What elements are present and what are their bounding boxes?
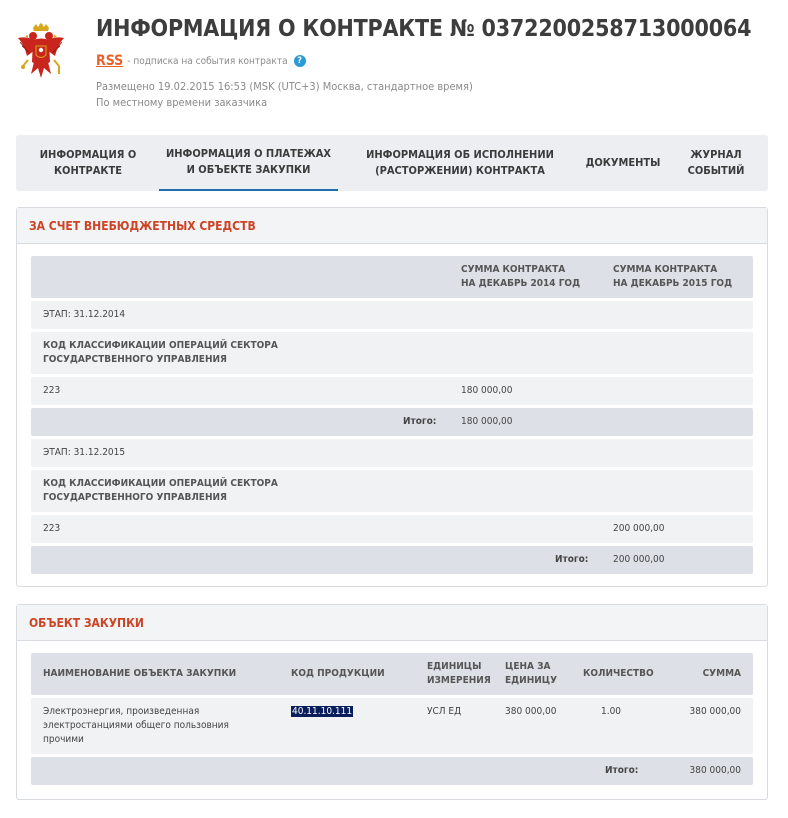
column-header-unit	[427, 660, 491, 688]
tab-label-line1: ЖУРНАЛ	[690, 148, 742, 161]
tab-label-line1: ИНФОРМАЦИЯ О ПЛАТЕЖАХ	[165, 147, 332, 160]
unit-value: УСЛ ЕД	[427, 706, 462, 717]
tab-execution-info[interactable]	[356, 135, 564, 191]
stage-label: ЭТАП: 31.12.2015	[43, 447, 126, 458]
section-title: ЗА СЧЕТ ВНЕБЮДЖЕТНЫХ СРЕДСТВ	[17, 208, 767, 244]
amount-2015: 200 000,00	[613, 523, 665, 534]
table-row	[31, 515, 753, 543]
tab-contract-info[interactable]	[28, 135, 148, 191]
total-row	[31, 757, 753, 785]
column-header-line: НА ДЕКАБРЬ 2015 ГОД	[613, 278, 733, 289]
total-row	[31, 546, 753, 574]
tab-payments-and-object[interactable]	[159, 135, 338, 191]
kosgu-label-line: КОД КЛАССИФИКАЦИИ ОПЕРАЦИЙ СЕКТОРА	[43, 340, 278, 351]
section-title: ОБЪЕКТ ЗАКУПКИ	[17, 605, 767, 641]
total-2015: 200 000,00	[613, 554, 665, 565]
tab-label-line2: КОНТРАКТЕ	[53, 164, 123, 177]
tab-label-line2: И ОБЪЕКТЕ ЗАКУПКИ	[186, 163, 311, 176]
column-header-2015	[613, 263, 732, 291]
funding-panel	[16, 207, 768, 587]
kosgu-label	[43, 477, 278, 505]
stage-label: ЭТАП: 31.12.2014	[43, 309, 126, 320]
qty-value: 1.00	[601, 706, 622, 717]
kosgu-header-row	[31, 332, 753, 374]
object-name-line: электростанциями общего пользовния	[43, 720, 229, 731]
help-icon[interactable]: ?	[294, 55, 306, 67]
kosgu-label	[43, 339, 278, 367]
total-row	[31, 408, 753, 436]
coat-of-arms-emblem	[14, 22, 68, 86]
column-header-line: НА ДЕКАБРЬ 2014 ГОД	[461, 278, 581, 289]
amount-2014: 180 000,00	[461, 385, 513, 396]
column-header-name: НАИМЕНОВАНИЕ ОБЪЕКТА ЗАКУПКИ	[43, 668, 237, 679]
column-header-2014	[461, 263, 580, 291]
kosgu-label-line: КОД КЛАССИФИКАЦИИ ОПЕРАЦИЙ СЕКТОРА	[43, 478, 278, 489]
total-label: Итого:	[605, 765, 639, 776]
tab-label-line2: (РАСТОРЖЕНИИ) КОНТРАКТА	[375, 164, 545, 177]
tab-documents[interactable]	[576, 135, 670, 191]
column-header-line: ЕДИНИЦУ	[505, 675, 558, 686]
kosgu-label-line: ГОСУДАРСТВЕННОГО УПРАВЛЕНИЯ	[43, 354, 227, 365]
column-header-line: ЕДИНИЦЫ	[427, 661, 482, 672]
product-code	[291, 705, 353, 719]
tab-label-line1: ДОКУМЕНТЫ	[585, 156, 661, 169]
kosgu-label-line: ГОСУДАРСТВЕННОГО УПРАВЛЕНИЯ	[43, 492, 227, 503]
sum-value: 380 000,00	[689, 706, 741, 717]
column-header-sum: СУММА	[702, 668, 741, 679]
column-header-line: СУММА КОНТРАКТА	[461, 264, 566, 275]
tab-label-line2: СОБЫТИЙ	[687, 164, 745, 177]
column-header-code: КОД ПРОДУКЦИИ	[291, 668, 385, 679]
kosgu-code: 223	[43, 385, 61, 396]
total-sum: 380 000,00	[689, 765, 741, 776]
kosgu-header-row	[31, 470, 753, 512]
rss-subscribe-text: - подписка на события контракта	[127, 55, 288, 67]
kosgu-code: 223	[43, 523, 61, 534]
table-row	[31, 698, 753, 754]
purchase-object-panel	[16, 604, 768, 800]
object-name-line: прочими	[43, 734, 84, 745]
table-row	[31, 377, 753, 405]
tab-bar	[16, 135, 768, 191]
placed-datetime: Размещено 19.02.2015 16:53 (MSK (UTC+3) Москва, стандартное время)	[96, 80, 473, 93]
timezone-note: По местному времени заказчика	[96, 96, 268, 109]
total-label: Итого:	[403, 416, 437, 427]
column-header-line: ЦЕНА ЗА	[505, 661, 551, 672]
column-header-price	[505, 660, 557, 688]
tab-event-log[interactable]	[676, 135, 756, 191]
column-header-qty: КОЛИЧЕСТВО	[583, 668, 654, 679]
funding-table-header	[31, 256, 753, 298]
rss-subscription	[96, 53, 306, 69]
total-label: Итого:	[555, 554, 589, 565]
object-name	[43, 705, 229, 747]
object-table-header	[31, 653, 753, 695]
total-2014: 180 000,00	[461, 416, 513, 427]
column-header-line: ИЗМЕРЕНИЯ	[427, 675, 491, 686]
rss-link[interactable]: RSS	[96, 53, 124, 69]
tab-label-line1: ИНФОРМАЦИЯ О	[39, 148, 137, 161]
stage-row	[31, 439, 753, 467]
stage-row	[31, 301, 753, 329]
product-code-selected[interactable]: 40.11.10.111	[292, 706, 353, 717]
tab-label-line1: ИНФОРМАЦИЯ ОБ ИСПОЛНЕНИИ	[366, 148, 554, 161]
object-name-line: Электроэнергия, произведенная	[43, 706, 200, 717]
page-title: ИНФОРМАЦИЯ О КОНТРАКТЕ № 0372200258713000064	[96, 16, 752, 42]
price-value: 380 000,00	[505, 706, 557, 717]
column-header-line: СУММА КОНТРАКТА	[613, 264, 718, 275]
